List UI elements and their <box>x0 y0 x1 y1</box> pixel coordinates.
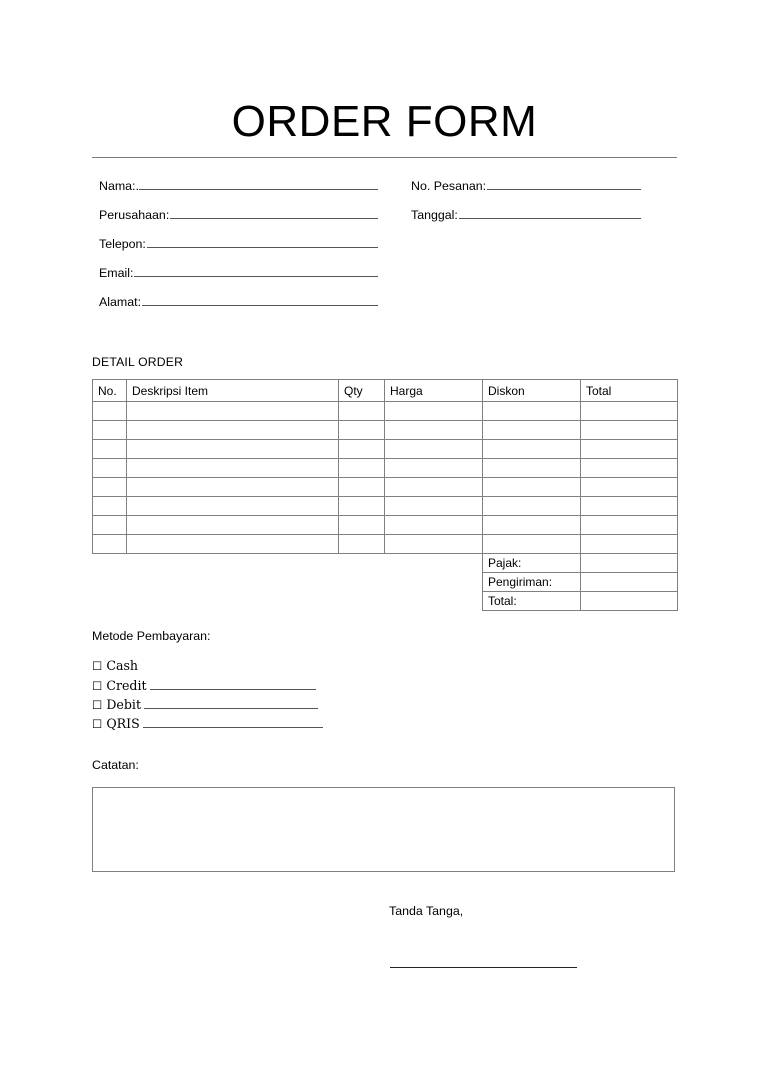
field-perusahaan-input[interactable] <box>170 205 378 219</box>
table-row[interactable] <box>93 478 678 497</box>
cell-deskripsi[interactable] <box>127 516 339 535</box>
cell-no[interactable] <box>93 421 127 440</box>
column-header-no: No. <box>93 380 127 402</box>
cell-diskon[interactable] <box>483 535 581 554</box>
field-tanggal[interactable] <box>411 205 641 222</box>
order-items-body <box>93 402 678 611</box>
column-header-total: Total <box>581 380 678 402</box>
table-row[interactable] <box>93 421 678 440</box>
cell-total[interactable] <box>581 421 678 440</box>
field-telepon-input[interactable] <box>147 234 378 248</box>
cell-deskripsi[interactable] <box>127 421 339 440</box>
cell-no[interactable] <box>93 402 127 421</box>
cell-no[interactable] <box>93 516 127 535</box>
field-email-label: Email: <box>99 266 134 280</box>
signature-line[interactable] <box>390 967 577 968</box>
cell-total[interactable] <box>581 516 678 535</box>
table-row[interactable] <box>93 535 678 554</box>
header-divider <box>92 157 677 158</box>
cell-total[interactable] <box>581 402 678 421</box>
field-telepon-label: Telepon: <box>99 237 146 251</box>
cell-qty[interactable] <box>339 516 385 535</box>
cell-diskon[interactable] <box>483 421 581 440</box>
table-header-row <box>93 380 678 402</box>
field-email-input[interactable] <box>134 263 378 277</box>
cell-diskon[interactable] <box>483 516 581 535</box>
payment-option-qris-label: QRIS <box>106 716 140 731</box>
cell-total[interactable] <box>581 535 678 554</box>
summary-spacer <box>93 573 483 592</box>
field-perusahaan[interactable] <box>99 205 378 222</box>
cell-no[interactable] <box>93 440 127 459</box>
cell-diskon[interactable] <box>483 402 581 421</box>
cell-no[interactable] <box>93 535 127 554</box>
table-row[interactable] <box>93 402 678 421</box>
field-tanggal-label: Tanggal: <box>411 208 458 222</box>
cell-no[interactable] <box>93 497 127 516</box>
payment-option-credit-input[interactable] <box>150 675 316 690</box>
summary-value-total[interactable] <box>581 592 678 611</box>
notes-textarea[interactable] <box>92 787 675 872</box>
cell-no[interactable] <box>93 478 127 497</box>
order-items-table <box>92 379 678 611</box>
cell-deskripsi[interactable] <box>127 535 339 554</box>
column-header-diskon: Diskon <box>483 380 581 402</box>
field-nama-input[interactable] <box>139 176 378 190</box>
payment-option-cash-label: Cash <box>106 658 139 673</box>
cell-qty[interactable] <box>339 402 385 421</box>
field-perusahaan-label: Perusahaan: <box>99 208 170 222</box>
cell-harga[interactable] <box>385 402 483 421</box>
cell-deskripsi[interactable] <box>127 440 339 459</box>
cell-qty[interactable] <box>339 440 385 459</box>
summary-value-pengiriman[interactable] <box>581 573 678 592</box>
field-alamat[interactable] <box>99 292 378 309</box>
table-row[interactable] <box>93 440 678 459</box>
cell-deskripsi[interactable] <box>127 402 339 421</box>
payment-option-debit-label: Debit <box>106 697 142 712</box>
cell-total[interactable] <box>581 497 678 516</box>
cell-qty[interactable] <box>339 459 385 478</box>
cell-total[interactable] <box>581 478 678 497</box>
payment-option-qris[interactable] <box>92 713 392 732</box>
cell-diskon[interactable] <box>483 478 581 497</box>
summary-spacer <box>93 592 483 611</box>
payment-option-credit-label: Credit <box>106 678 147 693</box>
cell-harga[interactable] <box>385 535 483 554</box>
checkbox-icon[interactable]: ☐ <box>92 717 103 731</box>
checkbox-icon[interactable]: ☐ <box>92 659 103 673</box>
cell-qty[interactable] <box>339 535 385 554</box>
payment-method-heading: Metode Pembayaran: <box>92 629 211 643</box>
signature-label: Tanda Tanga, <box>389 904 464 918</box>
summary-label-total: Total: <box>483 592 581 611</box>
cell-harga[interactable] <box>385 459 483 478</box>
summary-row-total <box>93 592 678 611</box>
field-alamat-label: Alamat: <box>99 295 142 309</box>
column-header-harga: Harga <box>385 380 483 402</box>
cell-harga[interactable] <box>385 440 483 459</box>
cell-deskripsi[interactable] <box>127 478 339 497</box>
detail-order-heading: DETAIL ORDER <box>92 355 184 369</box>
cell-deskripsi[interactable] <box>127 459 339 478</box>
header-fields <box>0 176 768 321</box>
column-header-deskripsi: Deskripsi Item <box>127 380 339 402</box>
summary-spacer <box>93 554 483 573</box>
cell-total[interactable] <box>581 459 678 478</box>
checkbox-icon[interactable]: ☐ <box>92 679 103 693</box>
payment-option-debit-input[interactable] <box>144 694 318 709</box>
summary-row-pajak <box>93 554 678 573</box>
table-row[interactable] <box>93 516 678 535</box>
field-no-pesanan-label: No. Pesanan: <box>411 179 487 193</box>
field-nama[interactable] <box>99 176 378 193</box>
cell-diskon[interactable] <box>483 459 581 478</box>
summary-value-pajak[interactable] <box>581 554 678 573</box>
payment-option-credit[interactable] <box>92 675 392 694</box>
field-email[interactable] <box>99 263 378 280</box>
cell-total[interactable] <box>581 440 678 459</box>
notes-heading: Catatan: <box>92 758 139 772</box>
payment-method-list <box>92 656 392 732</box>
cell-harga[interactable] <box>385 478 483 497</box>
summary-label-pajak: Pajak: <box>483 554 581 573</box>
payment-option-cash[interactable] <box>92 656 392 675</box>
cell-harga[interactable] <box>385 516 483 535</box>
payment-option-debit[interactable] <box>92 694 392 713</box>
cell-diskon[interactable] <box>483 440 581 459</box>
cell-deskripsi[interactable] <box>127 497 339 516</box>
summary-label-pengiriman: Pengiriman: <box>483 573 581 592</box>
field-alamat-input[interactable] <box>142 292 378 306</box>
page-title: ORDER FORM <box>231 97 538 146</box>
table-row[interactable] <box>93 459 678 478</box>
table-row[interactable] <box>93 497 678 516</box>
column-header-qty: Qty <box>339 380 385 402</box>
field-tanggal-input[interactable] <box>459 205 641 219</box>
cell-qty[interactable] <box>339 497 385 516</box>
summary-row-pengiriman <box>93 573 678 592</box>
cell-diskon[interactable] <box>483 497 581 516</box>
field-no-pesanan[interactable] <box>411 176 641 193</box>
field-no-pesanan-input[interactable] <box>487 176 641 190</box>
payment-option-qris-input[interactable] <box>143 713 323 728</box>
cell-harga[interactable] <box>385 497 483 516</box>
cell-qty[interactable] <box>339 421 385 440</box>
cell-qty[interactable] <box>339 478 385 497</box>
field-telepon[interactable] <box>99 234 378 251</box>
checkbox-icon[interactable]: ☐ <box>92 698 103 712</box>
cell-harga[interactable] <box>385 421 483 440</box>
field-nama-label: Nama:. <box>99 179 139 193</box>
cell-no[interactable] <box>93 459 127 478</box>
